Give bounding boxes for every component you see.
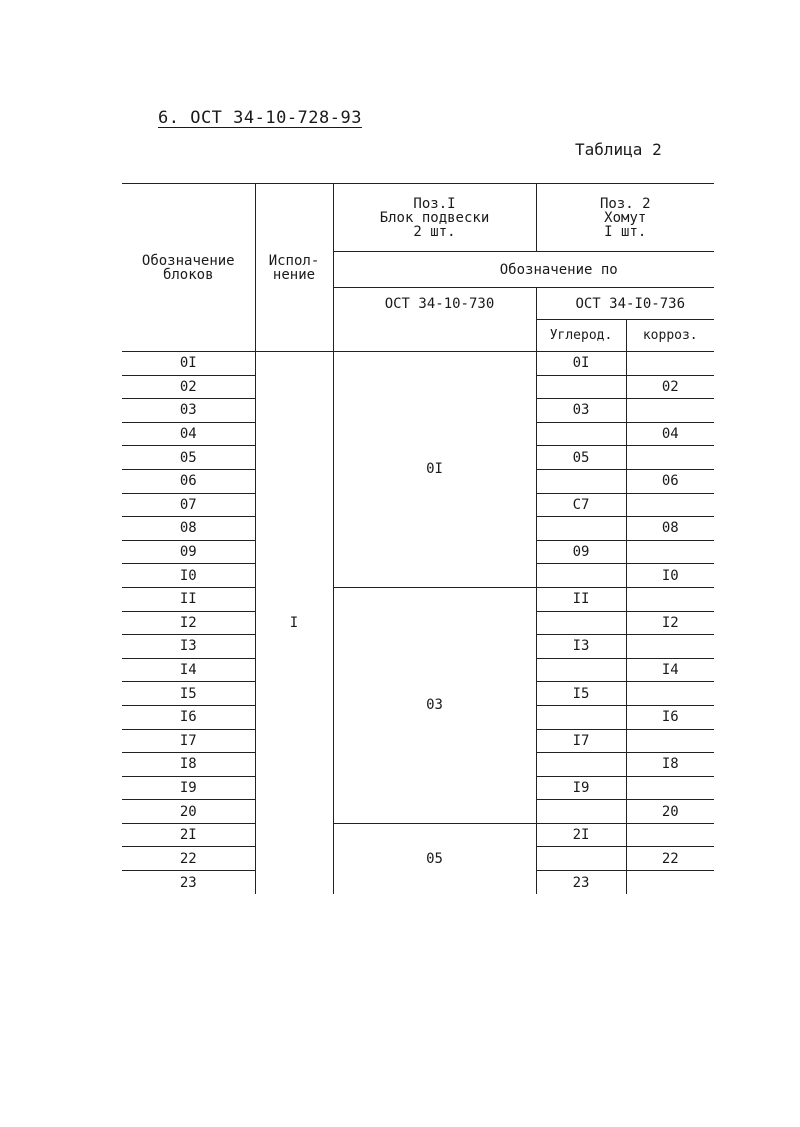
pos1-group-cell: 0I [333,352,536,588]
header-corrosion: корроз. [626,320,714,352]
corrosion-cell [626,587,714,611]
table-row [122,587,714,611]
designation-cell: 20 [122,800,255,824]
designation-cell: II [122,587,255,611]
carbon-cell: С7 [536,493,626,517]
designation-cell: 03 [122,399,255,423]
carbon-cell [536,800,626,824]
corrosion-cell: 06 [626,469,714,493]
carbon-cell [536,375,626,399]
pos1-group-cell: 05 [333,823,536,894]
corrosion-cell [626,493,714,517]
pos1-line2: Блок подвески [379,209,490,226]
designation-cell: I6 [122,705,255,729]
designation-cell: I8 [122,753,255,777]
carbon-cell [536,847,626,871]
designation-cell: 23 [122,871,255,895]
carbon-cell: I7 [536,729,626,753]
designation-cell: 09 [122,540,255,564]
table-row [122,352,714,376]
pos1-group-cell: 03 [333,587,536,823]
corrosion-cell [626,871,714,895]
designation-cell: 06 [122,469,255,493]
header-std-pos2: ОСТ 34-I0-736 [536,288,714,320]
corrosion-cell [626,682,714,706]
corrosion-cell [626,635,714,659]
pos1-line3: 2 шт. [413,223,456,240]
table-caption: Таблица 2 [575,140,662,159]
page-header: 6. ОСТ 34-10-728-93 [158,108,362,128]
corrosion-cell: 22 [626,847,714,871]
carbon-cell [536,658,626,682]
designation-cell: I4 [122,658,255,682]
designation-cell: I0 [122,564,255,588]
carbon-cell: 09 [536,540,626,564]
header-designation-by: Обозначение по [333,252,714,288]
designation-cell: I2 [122,611,255,635]
carbon-cell: 03 [536,399,626,423]
carbon-cell: II [536,587,626,611]
designation-cell: 0I [122,352,255,376]
designation-cell: I3 [122,635,255,659]
designation-cell: I5 [122,682,255,706]
carbon-cell: I5 [536,682,626,706]
header-pos1 [333,184,536,252]
corrosion-cell [626,399,714,423]
corrosion-cell: 08 [626,517,714,541]
corrosion-cell [626,540,714,564]
carbon-cell: 23 [536,871,626,895]
corrosion-cell [626,446,714,470]
corrosion-cell [626,776,714,800]
corrosion-cell [626,823,714,847]
corrosion-cell: I6 [626,705,714,729]
pos2-line3: I шт. [604,223,647,240]
corrosion-cell: I8 [626,753,714,777]
corrosion-cell: I4 [626,658,714,682]
designation-cell: 02 [122,375,255,399]
carbon-cell [536,469,626,493]
designation-cell: I7 [122,729,255,753]
carbon-cell: 05 [536,446,626,470]
corrosion-cell: 02 [626,375,714,399]
header-pos2 [536,184,714,252]
header-empty [333,320,536,352]
carbon-cell [536,753,626,777]
carbon-cell: I9 [536,776,626,800]
corrosion-cell: 20 [626,800,714,824]
designation-cell: 2I [122,823,255,847]
corrosion-cell: I2 [626,611,714,635]
carbon-cell: 2I [536,823,626,847]
version-cell: I [255,352,333,895]
blocks-table [122,183,714,894]
carbon-cell [536,611,626,635]
table-row [122,823,714,847]
designation-cell: 05 [122,446,255,470]
carbon-cell: I3 [536,635,626,659]
pos2-line1: Поз. 2 [599,195,651,212]
carbon-cell [536,517,626,541]
header-version: Испол- нение [255,184,333,352]
carbon-cell [536,705,626,729]
designation-cell: 08 [122,517,255,541]
carbon-cell [536,564,626,588]
pos2-line2: Хомут [604,209,647,226]
carbon-cell [536,422,626,446]
header-std-pos1: ОСТ 34-10-730 [333,288,536,320]
header-carbon: Углерод. [536,320,626,352]
corrosion-cell [626,352,714,376]
corrosion-cell [626,729,714,753]
designation-cell: 04 [122,422,255,446]
designation-cell: 07 [122,493,255,517]
header-designation: Обозначение блоков [122,184,255,352]
corrosion-cell: 04 [626,422,714,446]
designation-cell: 22 [122,847,255,871]
corrosion-cell: I0 [626,564,714,588]
designation-cell: I9 [122,776,255,800]
carbon-cell: 0I [536,352,626,376]
pos1-line1: Поз.I [413,195,456,212]
